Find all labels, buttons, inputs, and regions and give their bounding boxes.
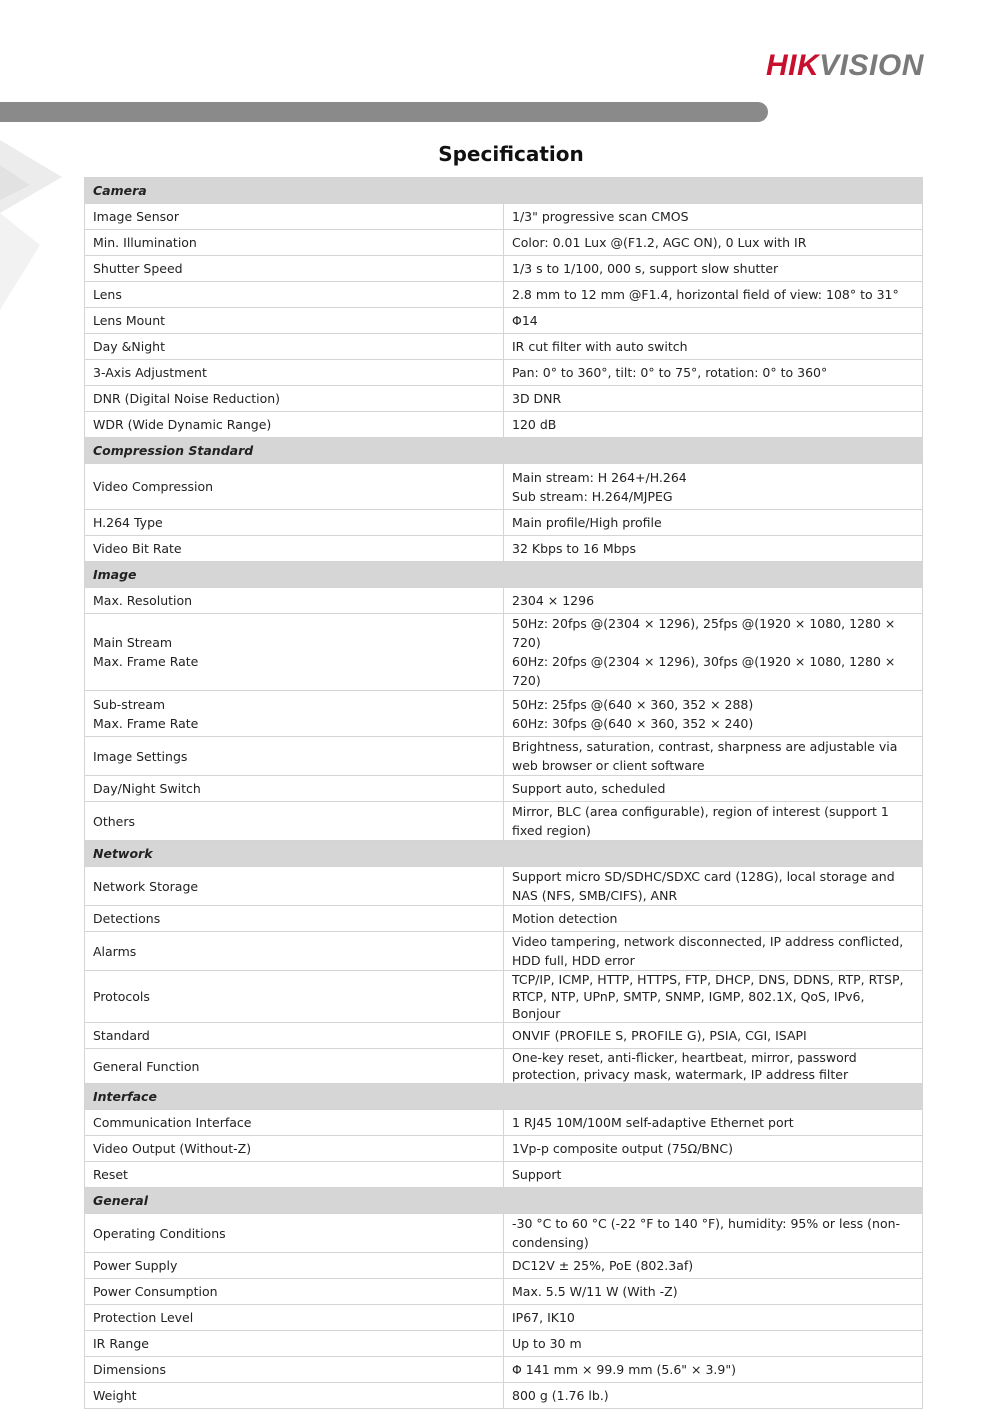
table-row xyxy=(85,282,923,308)
spec-label-line: Max. Frame Rate xyxy=(93,654,199,669)
specification-table xyxy=(84,177,923,1409)
spec-value: 120 dB xyxy=(504,412,923,438)
spec-label: Day/Night Switch xyxy=(85,776,504,802)
spec-value: Support auto, scheduled xyxy=(504,776,923,802)
section-header xyxy=(85,841,923,867)
spec-label xyxy=(85,614,504,691)
table-row xyxy=(85,1214,923,1253)
spec-label: Dimensions xyxy=(85,1357,504,1383)
table-row xyxy=(85,1162,923,1188)
spec-label-line: Main Stream xyxy=(93,635,173,650)
spec-value xyxy=(504,691,923,737)
spec-label: Power Consumption xyxy=(85,1279,504,1305)
section-title: Image xyxy=(85,562,923,588)
section-header xyxy=(85,1188,923,1214)
table-row xyxy=(85,386,923,412)
spec-value: Color: 0.01 Lux @(F1.2, AGC ON), 0 Lux with IR xyxy=(504,230,923,256)
spec-value: One-key reset, anti-flicker, heartbeat, mirror, password protection, privacy mask, watermark, IP address filter xyxy=(504,1049,923,1084)
spec-value: Video tampering, network disconnected, IP address conflicted, HDD full, HDD error xyxy=(504,932,923,971)
table-row xyxy=(85,1110,923,1136)
page-title: Specification xyxy=(438,142,584,166)
spec-value: Support xyxy=(504,1162,923,1188)
spec-value: Up to 30 m xyxy=(504,1331,923,1357)
section-title: Interface xyxy=(85,1084,923,1110)
spec-value: Φ 141 mm × 99.9 mm (5.6" × 3.9") xyxy=(504,1357,923,1383)
table-row xyxy=(85,614,923,691)
spec-label: Operating Conditions xyxy=(85,1214,504,1253)
spec-label: 3-Axis Adjustment xyxy=(85,360,504,386)
spec-value: 1/3" progressive scan CMOS xyxy=(504,204,923,230)
table-row xyxy=(85,412,923,438)
spec-label xyxy=(85,691,504,737)
spec-label: Alarms xyxy=(85,932,504,971)
table-row xyxy=(85,737,923,776)
spec-label: General Function xyxy=(85,1049,504,1084)
section-header xyxy=(85,562,923,588)
spec-value: IP67, IK10 xyxy=(504,1305,923,1331)
spec-value: 1Vp-p composite output (75Ω/BNC) xyxy=(504,1136,923,1162)
spec-label-line: Sub-stream xyxy=(93,696,166,712)
table-row xyxy=(85,1305,923,1331)
spec-label-line: Max. Frame Rate xyxy=(93,715,199,731)
logo-hik-text: HIK xyxy=(766,49,820,82)
spec-label: Others xyxy=(85,802,504,841)
table-row xyxy=(85,691,923,737)
spec-label: Weight xyxy=(85,1383,504,1409)
table-row xyxy=(85,230,923,256)
table-row xyxy=(85,1136,923,1162)
table-row xyxy=(85,1383,923,1409)
spec-value: 3D DNR xyxy=(504,386,923,412)
section-title: General xyxy=(85,1188,923,1214)
spec-value: 32 Kbps to 16 Mbps xyxy=(504,536,923,562)
spec-value: 1/3 s to 1/100, 000 s, support slow shutter xyxy=(504,256,923,282)
spec-value xyxy=(504,464,923,510)
spec-value: 800 g (1.76 lb.) xyxy=(504,1383,923,1409)
spec-value: Motion detection xyxy=(504,906,923,932)
spec-label: WDR (Wide Dynamic Range) xyxy=(85,412,504,438)
spec-label: Protocols xyxy=(85,971,504,1023)
spec-label: Image Settings xyxy=(85,737,504,776)
table-row xyxy=(85,971,923,1023)
spec-label: Min. Illumination xyxy=(85,230,504,256)
spec-label: Lens xyxy=(85,282,504,308)
table-row xyxy=(85,510,923,536)
spec-label: Video Bit Rate xyxy=(85,536,504,562)
spec-label: Detections xyxy=(85,906,504,932)
spec-value: Mirror, BLC (area configurable), region of interest (support 1 fixed region) xyxy=(504,802,923,841)
spec-value: -30 °C to 60 °C (-22 °F to 140 °F), humidity: 95% or less (non-condensing) xyxy=(504,1214,923,1253)
table-row xyxy=(85,536,923,562)
table-row xyxy=(85,334,923,360)
spec-value: Main profile/High profile xyxy=(504,510,923,536)
table-row xyxy=(85,204,923,230)
spec-label: DNR (Digital Noise Reduction) xyxy=(85,386,504,412)
table-row xyxy=(85,802,923,841)
table-row xyxy=(85,1279,923,1305)
section-title: Camera xyxy=(85,178,923,204)
spec-value-line: 60Hz: 30fps @(640 × 360, 352 × 240) xyxy=(512,715,754,731)
spec-value-line: 60Hz: 20fps @(2304 × 1296), 30fps @(1920 × 1080, 1280 × 720) xyxy=(512,654,896,688)
table-row xyxy=(85,906,923,932)
spec-value xyxy=(504,614,923,691)
table-row xyxy=(85,1253,923,1279)
spec-value: Brightness, saturation, contrast, sharpness are adjustable via web browser or client software xyxy=(504,737,923,776)
spec-value: 1 RJ45 10M/100M self-adaptive Ethernet port xyxy=(504,1110,923,1136)
spec-value: ONVIF (PROFILE S, PROFILE G), PSIA, CGI, ISAPI xyxy=(504,1023,923,1049)
spec-label: Power Supply xyxy=(85,1253,504,1279)
brand-logo xyxy=(766,46,956,86)
section-header xyxy=(85,1084,923,1110)
spec-value: Φ14 xyxy=(504,308,923,334)
spec-label: Max. Resolution xyxy=(85,588,504,614)
spec-value-line: Main stream: H 264+/H.264 xyxy=(512,469,687,485)
table-row xyxy=(85,256,923,282)
spec-value-line: Sub stream: H.264/MJPEG xyxy=(512,488,673,504)
spec-label: Standard xyxy=(85,1023,504,1049)
spec-label: H.264 Type xyxy=(85,510,504,536)
table-row xyxy=(85,1357,923,1383)
header-banner xyxy=(0,102,768,122)
spec-label: Network Storage xyxy=(85,867,504,906)
spec-value: TCP/IP, ICMP, HTTP, HTTPS, FTP, DHCP, DNS, DDNS, RTP, RTSP, RTCP, NTP, UPnP, SMTP, SNMP, IGMP, 802.1X, QoS, IPv6, Bonjour xyxy=(504,971,923,1023)
spec-value: IR cut filter with auto switch xyxy=(504,334,923,360)
spec-label: Image Sensor xyxy=(85,204,504,230)
spec-value-line: 50Hz: 25fps @(640 × 360, 352 × 288) xyxy=(512,696,754,712)
table-row xyxy=(85,1023,923,1049)
spec-value: 2304 × 1296 xyxy=(504,588,923,614)
spec-value: 2.8 mm to 12 mm @F1.4, horizontal field of view: 108° to 31° xyxy=(504,282,923,308)
logo-vision-text: VISION xyxy=(819,49,924,82)
table-row xyxy=(85,867,923,906)
table-row xyxy=(85,776,923,802)
spec-label: Video Compression xyxy=(85,464,504,510)
section-title: Network xyxy=(85,841,923,867)
section-header xyxy=(85,178,923,204)
section-title: Compression Standard xyxy=(85,438,923,464)
table-row xyxy=(85,932,923,971)
spec-label: Day &Night xyxy=(85,334,504,360)
spec-label: Lens Mount xyxy=(85,308,504,334)
spec-label: IR Range xyxy=(85,1331,504,1357)
spec-value: DC12V ± 25%, PoE (802.3af) xyxy=(504,1253,923,1279)
spec-label: Protection Level xyxy=(85,1305,504,1331)
table-row xyxy=(85,588,923,614)
spec-label: Reset xyxy=(85,1162,504,1188)
spec-value: Support micro SD/SDHC/SDXC card (128G), local storage and NAS (NFS, SMB/CIFS), ANR xyxy=(504,867,923,906)
section-header xyxy=(85,438,923,464)
table-row xyxy=(85,308,923,334)
spec-label: Video Output (Without-Z) xyxy=(85,1136,504,1162)
table-row xyxy=(85,1049,923,1084)
table-row xyxy=(85,1331,923,1357)
spec-value: Pan: 0° to 360°, tilt: 0° to 75°, rotation: 0° to 360° xyxy=(504,360,923,386)
spec-value: Max. 5.5 W/11 W (With -Z) xyxy=(504,1279,923,1305)
spec-value-line: 50Hz: 20fps @(2304 × 1296), 25fps @(1920 × 1080, 1280 × 720) xyxy=(512,616,896,650)
spec-label: Shutter Speed xyxy=(85,256,504,282)
table-row xyxy=(85,464,923,510)
spec-label: Communication Interface xyxy=(85,1110,504,1136)
table-row xyxy=(85,360,923,386)
